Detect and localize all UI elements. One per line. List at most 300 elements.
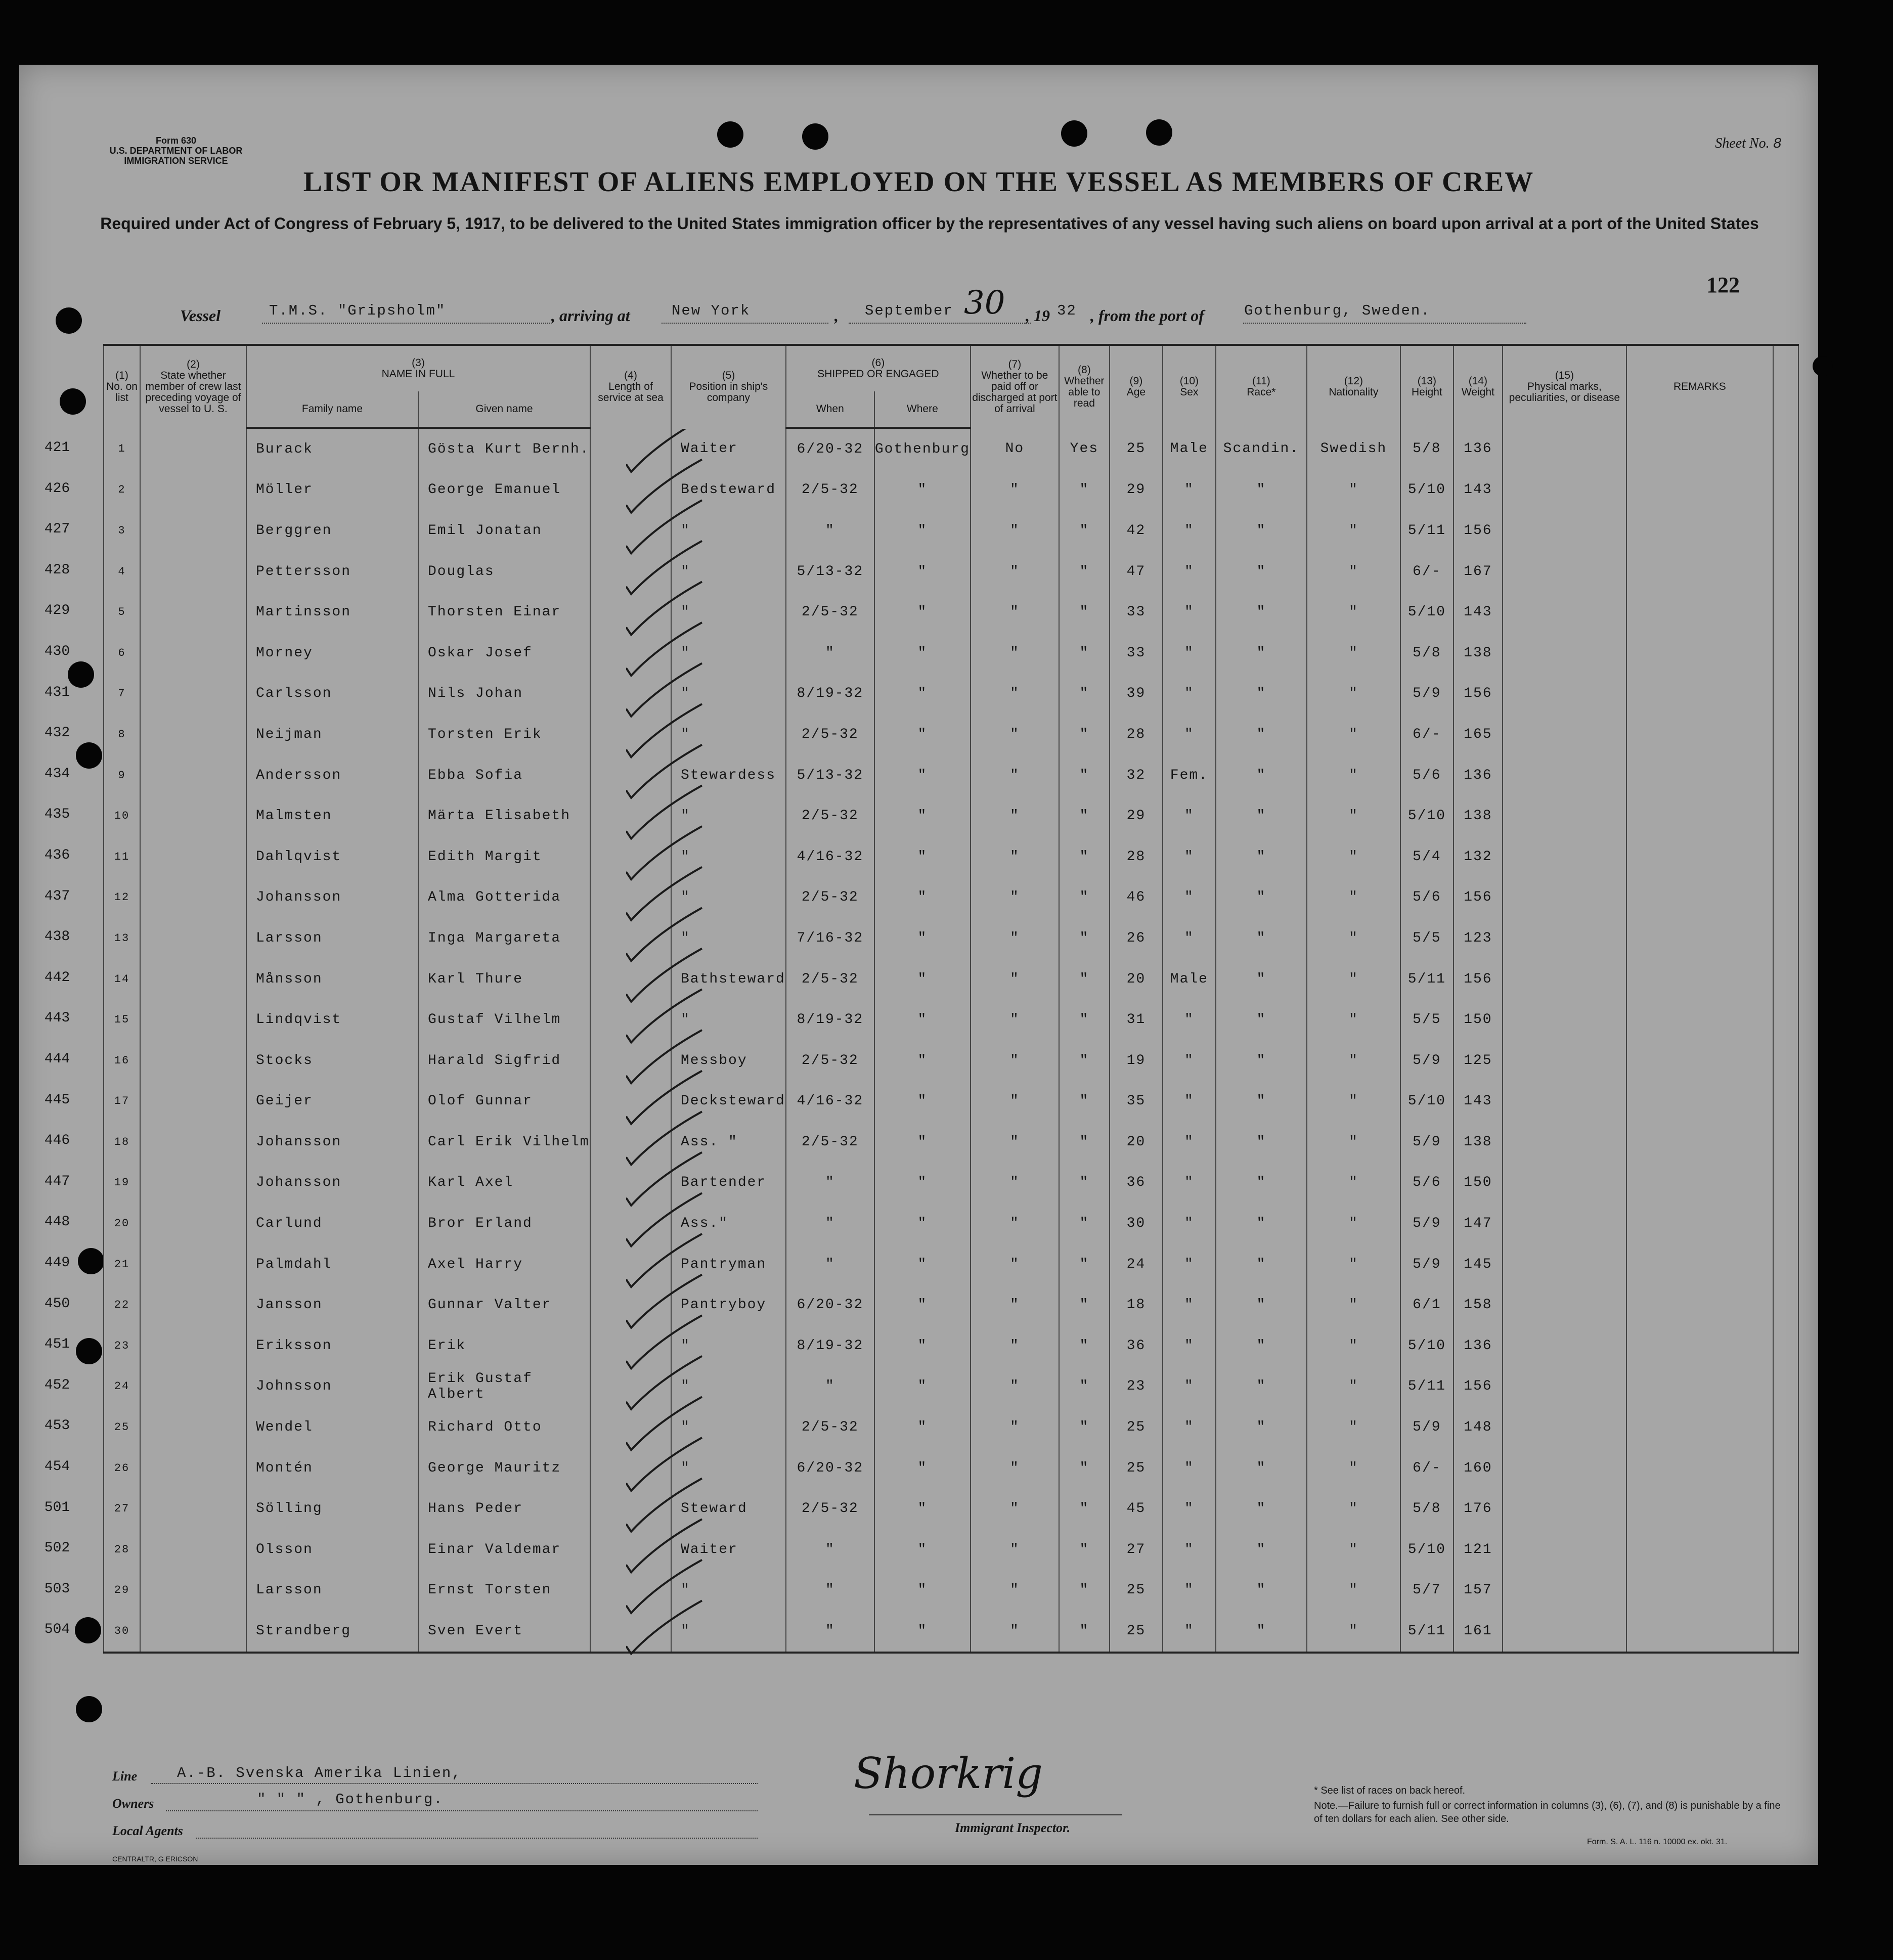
crew-table — [103, 344, 1799, 1654]
cell-weight: 160 — [1454, 1448, 1503, 1489]
reference-number: 438 — [44, 929, 70, 945]
cell-sex: " — [1163, 470, 1216, 511]
check-mark — [626, 582, 702, 635]
cell-previous-voyage — [140, 1529, 246, 1570]
check-mark — [626, 867, 702, 920]
cell-physical-marks — [1503, 1284, 1626, 1325]
cell-given-name: Erik Gustaf Albert — [418, 1366, 590, 1407]
cell-sex: " — [1163, 1040, 1216, 1081]
service-name: IMMIGRATION SERVICE — [124, 156, 228, 166]
cell-physical-marks — [1503, 1407, 1626, 1448]
reference-number: 443 — [44, 1010, 70, 1027]
line-label: Line — [112, 1769, 138, 1784]
cell-remarks — [1626, 1284, 1773, 1325]
cell-height: 5/10 — [1400, 592, 1454, 633]
cell-physical-marks — [1503, 1203, 1626, 1244]
cell-weight: 157 — [1454, 1570, 1503, 1611]
cell-race: " — [1216, 1325, 1307, 1366]
cell-sex: " — [1163, 633, 1216, 674]
cell-remarks — [1626, 755, 1773, 796]
reference-number: 453 — [44, 1418, 70, 1434]
cell-height: 5/9 — [1400, 1203, 1454, 1244]
cell-remarks — [1626, 1203, 1773, 1244]
cell-remarks — [1626, 1122, 1773, 1163]
cell-age: 25 — [1110, 1611, 1163, 1653]
cell-height: 5/11 — [1400, 1611, 1454, 1653]
cell-position: " — [671, 836, 786, 877]
cell-family-name: Johansson — [246, 1122, 418, 1163]
cell-paid-off: " — [971, 1163, 1059, 1204]
cell-previous-voyage — [140, 674, 246, 715]
col-header-number: (1) No. on list — [104, 345, 140, 428]
cell-paid-off: " — [971, 470, 1059, 511]
cell-row-number: 21 — [104, 1244, 140, 1285]
cell-physical-marks — [1503, 1570, 1626, 1611]
punch-hole — [1061, 120, 1087, 147]
cell-nationality: " — [1307, 551, 1400, 592]
cell-height: 5/10 — [1400, 795, 1454, 836]
cell-position: " — [671, 795, 786, 836]
cell-given-name: Märta Elisabeth — [418, 795, 590, 836]
cell-race: " — [1216, 551, 1307, 592]
cell-shipped-when: 2/5-32 — [786, 959, 874, 1000]
sheet-number-value: 8 — [1773, 136, 1783, 152]
cell-height: 5/4 — [1400, 836, 1454, 877]
cell-position: " — [671, 551, 786, 592]
cell-nationality: " — [1307, 1163, 1400, 1204]
check-mark — [626, 1356, 702, 1409]
cell-previous-voyage — [140, 510, 246, 551]
cell-row-number: 17 — [104, 1081, 140, 1122]
cell-position: Waiter — [671, 1529, 786, 1570]
cell-shipped-where: " — [874, 1122, 971, 1163]
cell-age: 18 — [1110, 1284, 1163, 1325]
cell-weight: 161 — [1454, 1611, 1503, 1653]
cell-family-name: Geijer — [246, 1081, 418, 1122]
cell-race: " — [1216, 1163, 1307, 1204]
cell-race: " — [1216, 1122, 1307, 1163]
cell-remarks — [1626, 1244, 1773, 1285]
cell-previous-voyage — [140, 428, 246, 470]
cell-shipped-when: 5/13-32 — [786, 755, 874, 796]
cell-shipped-where: " — [874, 999, 971, 1040]
table-row — [104, 755, 1798, 796]
cell-shipped-when: 2/5-32 — [786, 470, 874, 511]
year-prefix: , 19 — [1026, 306, 1050, 325]
cell-paid-off: " — [971, 1529, 1059, 1570]
cell-given-name: Richard Otto — [418, 1407, 590, 1448]
cell-shipped-where: " — [874, 1407, 971, 1448]
cell-position: " — [671, 714, 786, 755]
reference-number: 431 — [44, 684, 70, 700]
cell-weight: 156 — [1454, 1366, 1503, 1407]
cell-able-to-read: " — [1059, 836, 1110, 877]
cell-nationality: " — [1307, 795, 1400, 836]
table-row — [104, 592, 1798, 633]
cell-family-name: Pettersson — [246, 551, 418, 592]
cell-height: 5/10 — [1400, 470, 1454, 511]
cell-nationality: " — [1307, 1488, 1400, 1529]
reference-number: 436 — [44, 848, 70, 863]
cell-remarks — [1626, 918, 1773, 959]
cell-shipped-when: 2/5-32 — [786, 877, 874, 918]
table-row — [104, 1570, 1798, 1611]
owners-value: " " " , Gothenburg. — [257, 1791, 444, 1808]
cell-position: " — [671, 877, 786, 918]
cell-row-number: 18 — [104, 1122, 140, 1163]
cell-nationality: " — [1307, 1081, 1400, 1122]
cell-shipped-when: " — [786, 633, 874, 674]
cell-paid-off: " — [971, 1284, 1059, 1325]
line-value: A.-B. Svenska Amerika Linien, — [177, 1765, 462, 1781]
cell-age: 26 — [1110, 918, 1163, 959]
cell-margin — [1773, 836, 1798, 877]
cell-race: " — [1216, 1284, 1307, 1325]
cell-row-number: 13 — [104, 918, 140, 959]
cell-weight: 167 — [1454, 551, 1503, 592]
table-row — [104, 1488, 1798, 1529]
table-row — [104, 674, 1798, 715]
cell-family-name: Larsson — [246, 1570, 418, 1611]
cell-position: Bartender — [671, 1163, 786, 1204]
cell-family-name: Malmsten — [246, 795, 418, 836]
punch-hole — [76, 742, 102, 769]
check-marks — [626, 429, 778, 1744]
cell-sex: " — [1163, 714, 1216, 755]
cell-race: " — [1216, 470, 1307, 511]
cell-given-name: Carl Erik Vilhelm — [418, 1122, 590, 1163]
reference-number: 429 — [44, 603, 70, 619]
cell-nationality: " — [1307, 1122, 1400, 1163]
check-mark — [626, 1030, 702, 1083]
check-mark — [626, 704, 702, 757]
cell-height: 6/- — [1400, 1448, 1454, 1489]
cell-age: 35 — [1110, 1081, 1163, 1122]
cell-paid-off: " — [971, 633, 1059, 674]
cell-row-number: 11 — [104, 836, 140, 877]
cell-position: " — [671, 1407, 786, 1448]
reference-number: 444 — [44, 1051, 70, 1067]
cell-age: 20 — [1110, 1122, 1163, 1163]
cell-row-number: 27 — [104, 1488, 140, 1529]
check-mark — [626, 541, 702, 594]
cell-previous-voyage — [140, 1122, 246, 1163]
cell-margin — [1773, 714, 1798, 755]
cell-previous-voyage — [140, 1325, 246, 1366]
cell-shipped-where: " — [874, 1611, 971, 1653]
cell-age: 32 — [1110, 755, 1163, 796]
cell-nationality: Swedish — [1307, 428, 1400, 470]
cell-family-name: Neijman — [246, 714, 418, 755]
cell-age: 42 — [1110, 510, 1163, 551]
manifest-sheet: Form 630 U.S. DEPARTMENT OF LABOR IMMIGRATION SERVICE Sheet No. 8 LIST OR MANIFEST OF ALIENS EMPLOYED ON THE VESSEL AS MEMBERS OF CREW Required under Act of Congress of February 5, 1917, to be delivered to the United States immigration officer by the representatives of any vessel having such aliens on board upon arrival at a port of the United States Vessel T.M.S. "Gripsholm" , arriving at New York , September 30 , 19 32 , from the port of Gothenburg, Sweden. 122 421 426 427 428 429 430 431 432 434 435 436 437 438 442 443 444 445 446 447 448 449 450 451 452 453 454 501 502 503 504 (1) No. on list (2) State whether member of crew last preceding voyage of vessel to U. S. (3) NAME IN FULL (4) Length of service at sea (5) Position in ship's company (6) SHIPPED OR ENGAGED (7) Whether to be paid off or discharged at port of arrival (8) Whether able to read (9) Age (10) Sex (11) Race* (12) Nationality (13) Height (14) Weight (15) Physical marks, peculiarities, or disease REMARKS Family name Given name When Where 1 Burack Gösta Kurt Bernh. Waiter 6/20-32 Gothenburg No Yes 25 Male Scandin. Swedish 5/8 136 2 Möller George Emanuel Bedsteward 2/5-32 " " " 29 " " " 5/10 143 3 Berggren Emil Jonatan " " " " " 42 " " " 5/11 156 4 Pettersson Douglas " 5/13-32 " " " 47 " " " 6/- 167 5 Martinsson Thorsten Einar " 2/5-32 " " " 33 " " " 5/10 143 6 Morney Oskar Josef " " " " " 33 " " " 5/8 138 7 Carlsson Nils Johan " 8/19-32 " " " 39 " " " 5/9 156 8 Neijman Torsten Erik " 2/5-32 " " " 28 " " " 6/- 165 9 Andersson Ebba Sofia Stewardess 5/13-32 " " " 32 Fem. " " 5/6 136 10 Malmsten Märta Elisabeth " 2/5-32 " " " 29 " " " 5/10 138 11 Dahlqvist Edith Margit " 4/16-32 " " " 28 " " " 5/4 132 12 Johansson Alma Gotterida " 2/5-32 " " " 46 " " " 5/6 156 13 Larsson Inga Margareta " 7/16-32 " " " 26 " " " 5/5 123 14 Månsson Karl Thure Bathsteward 2/5-32 " " " 20 Male " " 5/11 156 15 Lindqvist Gustaf Vilhelm " 8/19-32 " " " 31 " " " 5/5 150 16 Stocks Harald Sigfrid Messboy 2/5-32 " " " 19 " " " 5/9 125 17 Geijer Olof Gunnar Decksteward 4/16-32 " " " 35 " " " 5/10 143 18 Johansson Carl Erik Vilhelm Ass. " 2/5-32 " " " 20 " " " 5/9 138 19 Johansson Karl Axel Bartender " " " " 36 " " " 5/6 150 20 Carlund Bror Erland Ass." " " " " 30 " " " 5/9 147 21 Palmdahl Axel Harry Pantryman " " " " 24 " " " 5/9 145 22 Jansson Gunnar Valter Pantryboy 6/20-32 " " " 18 " " " 6/1 158 23 Eriksson Erik " 8/19-32 " " " 36 " " " 5/10 136 24 Johnsson Erik Gustaf Albert " " " " " 23 " " " 5/11 156 25 Wendel Richard Otto " 2/5-32 " " " 25 " " " 5/9 148 26 Montén George Mauritz " 6/20-32 " " " 25 " " " 6/- 160 27 Sölling Hans Peder Steward 2/5-32 " " " 45 " " " 5/8 176 28 Olsson Einar Valdemar Waiter " " " " 27 " " " 5/10 121 29 Larsson Ernst Torsten " " " " " 25 " " " 5/7 157 30 Strandberg Sven Evert " " " " " 25 " " " 5/11 161 Line A.-B. Svenska Amerika Linien, Owners " " " , Gothenburg. Local Agents CENTRALTR, G ERICSON Shorkrig Immigrant Inspector. * See list of races on back hereof. Note.—Failure to furnish full or correct information in columns (3), (6), (7), and (8) is punishable by a fine of ten dollars for each alien. See other side. Form. S. A. L. 116 n. 10000 ex. okt. 31. — [19, 65, 1818, 1865]
table-row — [104, 959, 1798, 1000]
cell-paid-off: " — [971, 877, 1059, 918]
cell-physical-marks — [1503, 877, 1626, 918]
cell-weight: 121 — [1454, 1529, 1503, 1570]
cell-race: " — [1216, 755, 1307, 796]
cell-shipped-where: " — [874, 755, 971, 796]
cell-margin — [1773, 633, 1798, 674]
cell-shipped-when: 2/5-32 — [786, 592, 874, 633]
cell-given-name: Gunnar Valter — [418, 1284, 590, 1325]
cell-physical-marks — [1503, 836, 1626, 877]
cell-shipped-when: 2/5-32 — [786, 1488, 874, 1529]
col-header-previous-voyage: (2) State whether member of crew last preceding voyage of vessel to U. S. — [140, 345, 246, 428]
cell-physical-marks — [1503, 428, 1626, 470]
cell-given-name: Nils Johan — [418, 674, 590, 715]
cell-weight: 125 — [1454, 1040, 1503, 1081]
cell-physical-marks — [1503, 714, 1626, 755]
cell-paid-off: " — [971, 918, 1059, 959]
cell-able-to-read: " — [1059, 918, 1110, 959]
cell-shipped-when: " — [786, 1163, 874, 1204]
cell-nationality: " — [1307, 1570, 1400, 1611]
cell-physical-marks — [1503, 1122, 1626, 1163]
cell-race: " — [1216, 1611, 1307, 1653]
cell-height: 5/10 — [1400, 1529, 1454, 1570]
cell-height: 5/8 — [1400, 633, 1454, 674]
cell-position: " — [671, 1570, 786, 1611]
check-mark — [626, 745, 702, 798]
cell-able-to-read: " — [1059, 510, 1110, 551]
cell-sex: " — [1163, 999, 1216, 1040]
cell-remarks — [1626, 1407, 1773, 1448]
cell-able-to-read: " — [1059, 1244, 1110, 1285]
cell-shipped-when: 8/19-32 — [786, 674, 874, 715]
cell-remarks — [1626, 959, 1773, 1000]
cell-row-number: 6 — [104, 633, 140, 674]
cell-nationality: " — [1307, 633, 1400, 674]
cell-paid-off: " — [971, 1325, 1059, 1366]
cell-shipped-where: " — [874, 592, 971, 633]
cell-able-to-read: " — [1059, 714, 1110, 755]
cell-given-name: Gösta Kurt Bernh. — [418, 428, 590, 470]
cell-able-to-read: " — [1059, 1366, 1110, 1407]
cell-weight: 138 — [1454, 633, 1503, 674]
cell-nationality: " — [1307, 1284, 1400, 1325]
cell-row-number: 30 — [104, 1611, 140, 1653]
cell-remarks — [1626, 1081, 1773, 1122]
cell-shipped-where: " — [874, 1163, 971, 1204]
cell-given-name: Torsten Erik — [418, 714, 590, 755]
cell-row-number: 9 — [104, 755, 140, 796]
cell-position: Steward — [671, 1488, 786, 1529]
cell-race: " — [1216, 1529, 1307, 1570]
cell-remarks — [1626, 1488, 1773, 1529]
cell-margin — [1773, 551, 1798, 592]
check-mark — [626, 1479, 702, 1532]
check-mark — [626, 663, 702, 717]
cell-race: " — [1216, 592, 1307, 633]
cell-physical-marks — [1503, 1448, 1626, 1489]
check-mark — [626, 989, 702, 1042]
cell-shipped-when: " — [786, 1244, 874, 1285]
check-mark — [626, 1315, 702, 1368]
cell-margin — [1773, 1488, 1798, 1529]
cell-paid-off: " — [971, 999, 1059, 1040]
cell-paid-off: " — [971, 1244, 1059, 1285]
cell-age: 29 — [1110, 470, 1163, 511]
table-row — [104, 836, 1798, 877]
col-header-paid-off: (7) Whether to be paid off or discharged at port of arrival — [971, 345, 1059, 428]
cell-previous-voyage — [140, 795, 246, 836]
cell-shipped-where: " — [874, 959, 971, 1000]
cell-margin — [1773, 1081, 1798, 1122]
cell-height: 6/1 — [1400, 1284, 1454, 1325]
check-mark — [626, 500, 702, 553]
cell-shipped-where: " — [874, 633, 971, 674]
cell-margin — [1773, 1570, 1798, 1611]
cell-physical-marks — [1503, 551, 1626, 592]
cell-previous-voyage — [140, 877, 246, 918]
cell-shipped-where: " — [874, 918, 971, 959]
cell-given-name: Axel Harry — [418, 1244, 590, 1285]
cell-margin — [1773, 470, 1798, 511]
year-value: 32 — [1057, 302, 1077, 319]
cell-remarks — [1626, 999, 1773, 1040]
department-block — [95, 136, 257, 166]
cell-shipped-when: " — [786, 1203, 874, 1244]
cell-given-name: Douglas — [418, 551, 590, 592]
cell-sex: " — [1163, 1325, 1216, 1366]
race-footnote: * See list of races on back hereof. — [1314, 1785, 1466, 1796]
check-mark — [626, 826, 702, 879]
table-row — [104, 877, 1798, 918]
cell-height: 5/10 — [1400, 1081, 1454, 1122]
cell-position: Stewardess — [671, 755, 786, 796]
cell-previous-voyage — [140, 755, 246, 796]
cell-sex: " — [1163, 836, 1216, 877]
table-row — [104, 633, 1798, 674]
cell-nationality: " — [1307, 877, 1400, 918]
cell-row-number: 14 — [104, 959, 140, 1000]
crew-table-body — [104, 428, 1798, 1653]
cell-shipped-where: " — [874, 1448, 971, 1489]
cell-shipped-where: " — [874, 551, 971, 592]
cell-able-to-read: " — [1059, 1081, 1110, 1122]
cell-height: 5/10 — [1400, 1325, 1454, 1366]
cell-height: 5/9 — [1400, 1040, 1454, 1081]
cell-age: 33 — [1110, 592, 1163, 633]
cell-row-number: 22 — [104, 1284, 140, 1325]
cell-shipped-where: " — [874, 836, 971, 877]
cell-row-number: 8 — [104, 714, 140, 755]
cell-age: 36 — [1110, 1163, 1163, 1204]
cell-able-to-read: " — [1059, 1529, 1110, 1570]
cell-able-to-read: " — [1059, 633, 1110, 674]
cell-weight: 148 — [1454, 1407, 1503, 1448]
cell-position: " — [671, 1366, 786, 1407]
cell-age: 28 — [1110, 836, 1163, 877]
cell-previous-voyage — [140, 959, 246, 1000]
cell-shipped-when: 5/13-32 — [786, 551, 874, 592]
cell-paid-off: " — [971, 674, 1059, 715]
cell-height: 5/8 — [1400, 1488, 1454, 1529]
cell-row-number: 7 — [104, 674, 140, 715]
page-number: 122 — [1706, 273, 1740, 297]
cell-able-to-read: " — [1059, 755, 1110, 796]
reference-number: 501 — [44, 1499, 70, 1516]
cell-row-number: 12 — [104, 877, 140, 918]
cell-row-number: 24 — [104, 1366, 140, 1407]
table-row — [104, 1325, 1798, 1366]
cell-weight: 156 — [1454, 877, 1503, 918]
col-header-physical-marks: (15) Physical marks, peculiarities, or disease — [1503, 345, 1626, 428]
reference-number: 427 — [44, 521, 70, 538]
cell-previous-voyage — [140, 999, 246, 1040]
cell-race: " — [1216, 1244, 1307, 1285]
page-title: LIST OR MANIFEST OF ALIENS EMPLOYED ON THE VESSEL AS MEMBERS OF CREW — [303, 166, 1534, 198]
reference-number: 428 — [44, 562, 70, 578]
cell-family-name: Sölling — [246, 1488, 418, 1529]
cell-sex: " — [1163, 877, 1216, 918]
cell-row-number: 29 — [104, 1570, 140, 1611]
cell-position: Ass. " — [671, 1122, 786, 1163]
cell-previous-voyage — [140, 836, 246, 877]
col-header-position: (5) Position in ship's company — [671, 345, 786, 428]
cell-margin — [1773, 918, 1798, 959]
cell-paid-off: " — [971, 795, 1059, 836]
check-mark — [626, 622, 702, 676]
cell-given-name: Alma Gotterida — [418, 877, 590, 918]
cell-previous-voyage — [140, 1448, 246, 1489]
table-row — [104, 1081, 1798, 1122]
cell-race: " — [1216, 1366, 1307, 1407]
cell-given-name: George Mauritz — [418, 1448, 590, 1489]
reference-number: 446 — [44, 1133, 70, 1149]
cell-age: 28 — [1110, 714, 1163, 755]
cell-race: " — [1216, 633, 1307, 674]
cell-nationality: " — [1307, 1448, 1400, 1489]
cell-weight: 150 — [1454, 1163, 1503, 1204]
cell-age: 23 — [1110, 1366, 1163, 1407]
cell-shipped-when: 2/5-32 — [786, 1407, 874, 1448]
cell-given-name: Inga Margareta — [418, 918, 590, 959]
punch-hole — [1146, 119, 1172, 146]
cell-family-name: Stocks — [246, 1040, 418, 1081]
cell-position: " — [671, 510, 786, 551]
cell-row-number: 16 — [104, 1040, 140, 1081]
cell-height: 5/11 — [1400, 510, 1454, 551]
cell-remarks — [1626, 795, 1773, 836]
table-row — [104, 470, 1798, 511]
cell-row-number: 5 — [104, 592, 140, 633]
cell-height: 5/5 — [1400, 999, 1454, 1040]
cell-given-name: George Emanuel — [418, 470, 590, 511]
cell-physical-marks — [1503, 1081, 1626, 1122]
cell-paid-off: " — [971, 1488, 1059, 1529]
punch-hole — [717, 121, 743, 148]
cell-remarks — [1626, 592, 1773, 633]
cell-physical-marks — [1503, 592, 1626, 633]
cell-position: Waiter — [671, 428, 786, 470]
cell-remarks — [1626, 836, 1773, 877]
cell-able-to-read: " — [1059, 1040, 1110, 1081]
cell-position: " — [671, 592, 786, 633]
arriving-label: , arriving at — [551, 306, 630, 325]
cell-physical-marks — [1503, 633, 1626, 674]
punch-hole — [60, 388, 86, 415]
cell-nationality: " — [1307, 1325, 1400, 1366]
cell-remarks — [1626, 1570, 1773, 1611]
cell-remarks — [1626, 510, 1773, 551]
cell-shipped-when: 2/5-32 — [786, 795, 874, 836]
cell-row-number: 26 — [104, 1448, 140, 1489]
cell-remarks — [1626, 1611, 1773, 1653]
cell-sex: " — [1163, 1529, 1216, 1570]
cell-position: Messboy — [671, 1040, 786, 1081]
